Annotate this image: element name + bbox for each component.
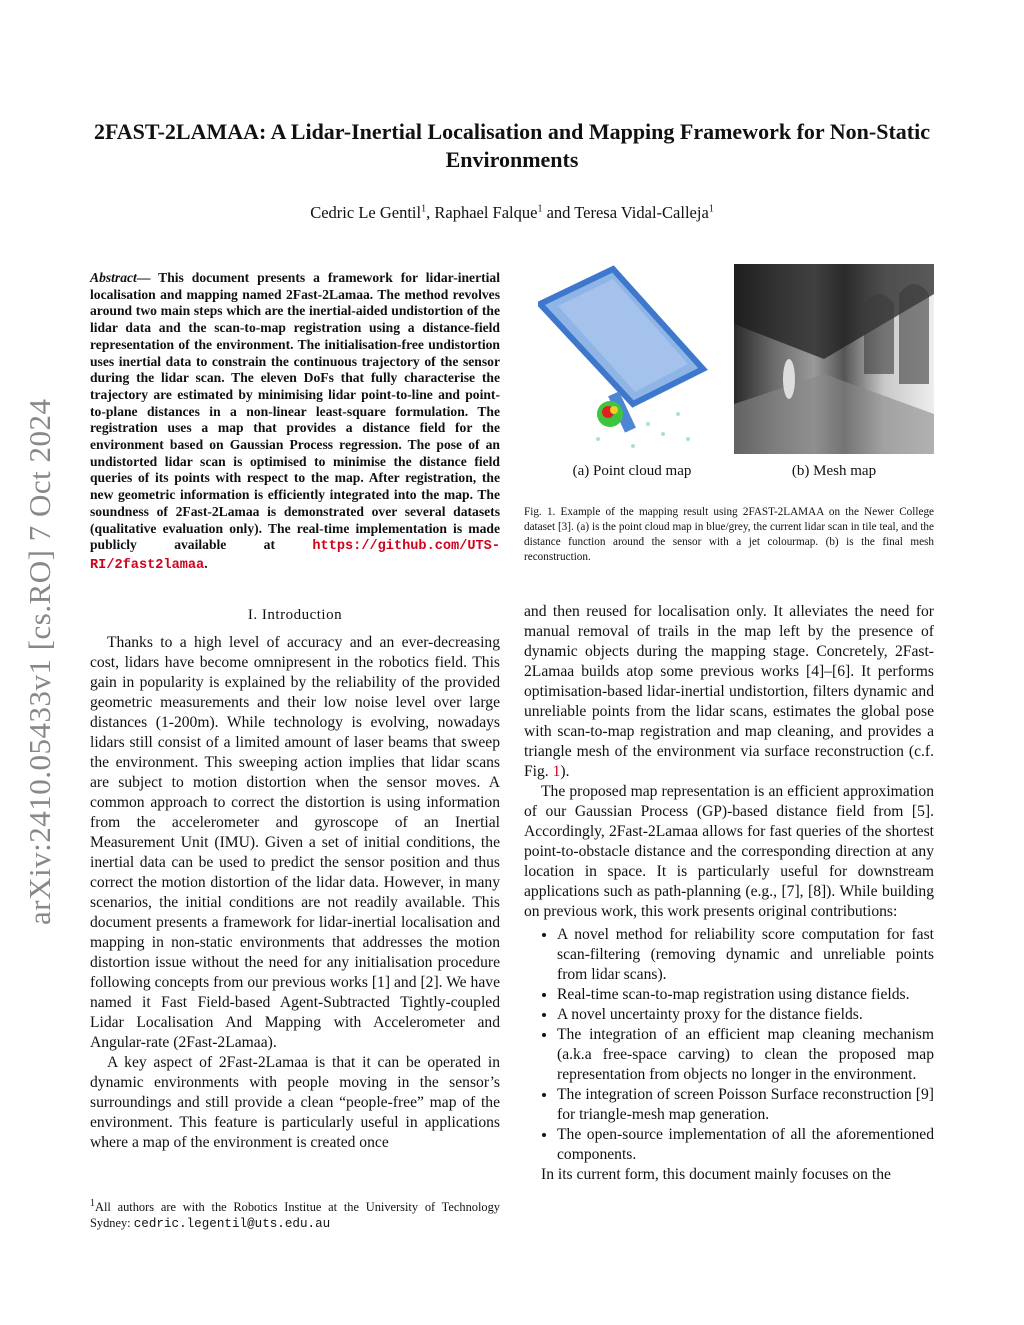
right-column — [524, 602, 934, 1185]
list-item: • The integration of screen Poisson Surface reconstruction [9] for triangle-mesh map generation. — [557, 1085, 934, 1125]
introduction-section — [90, 605, 500, 1153]
figure-caption: Fig. 1. Example of the mapping result using 2FAST-2LAMAA on the Newer College dataset [3]. (a) is the point cloud map in blue/grey, the current lidar scan in tile teal, and the distance function around the sensor with a jet colourmap. (b) is the final mesh reconstruction. — [524, 506, 934, 563]
point-cloud-map-image — [538, 264, 726, 454]
point-cloud-illustration — [538, 264, 726, 454]
abstract-dash: — — [136, 270, 159, 285]
list-item: • The integration of an efficient map cleaning mechanism (a.k.a free-space carving) to clean the proposed map representation from objects no longer in the environment. — [557, 1025, 934, 1085]
paragraph — [524, 602, 934, 782]
affiliation-mark: 1 — [421, 203, 427, 215]
contributions-list — [524, 925, 934, 1165]
subfigure-caption-b: (b) Mesh map — [791, 463, 877, 479]
list-item: • The open-source implementation of all the aforementioned components. — [557, 1125, 934, 1165]
arxiv-watermark: arXiv:2410.05433v1 [cs.RO] 7 Oct 2024 — [22, 398, 57, 925]
author-email: cedric.legentil@uts.edu.au — [133, 1217, 331, 1232]
text: and then reused for localisation only. It alleviates the need for manual removal of trails in the map left by the presence of dynamic objects during the mapping stage. Concretely, 2Fast-2Lamaa builds atop some previous works [4]–[6]. It performs optimisation-based lidar-inertial undistortion, filters dynamic and unreliable points from the lidar scans, estimates the global pose with scan-to-map registration and map cleaning, and provides a triangle mesh of the environment via surface reconstruction (c.f. Fig. — [524, 603, 934, 780]
paper-title: 2FAST-2LAMAA: A Lidar-Inertial Localisation and Mapping Framework for Non-Static Environments — [93, 119, 930, 172]
author: Raphael Falque — [434, 203, 538, 222]
author-list — [80, 203, 944, 223]
author: Teresa Vidal-Calleja — [574, 203, 709, 222]
mesh-illustration — [734, 264, 934, 454]
text: ). — [560, 763, 570, 780]
separator: , — [426, 203, 435, 222]
paragraph: In its current form, this document mainly focuses on the — [541, 1166, 891, 1183]
author: Cedric Le Gentil — [310, 203, 422, 222]
github-link[interactable]: https://github.com/UTS-RI/2fast2lamaa — [90, 539, 500, 573]
list-item: • Real-time scan-to-map registration using distance fields. — [557, 985, 934, 1005]
footnote — [90, 1196, 500, 1232]
paragraph: The proposed map representation is an efficient approximation of our Gaussian Process (GP)-based distance field from [5]. Accordingly, 2Fast-2Lamaa allows for fast queries of the shortest point-to-obstacle distance and the corresponding direction at any location in space. It is particularly useful for downstream applications such as path-planning (e.g., [7], [8]). While building on previous work, this work presents original contributions: — [524, 783, 934, 920]
footnote-text: All authors are with the Robotics Institue at the University of Technology Sydney: — [90, 1200, 500, 1231]
mesh-map-image — [734, 264, 934, 454]
affiliation-mark: 1 — [537, 203, 543, 215]
abstract-label: Abstract — [90, 270, 137, 285]
figure-reference-link[interactable]: 1 — [552, 763, 561, 780]
paragraph: A key aspect of 2Fast-2Lamaa is that it can be operated in dynamic environments with people moving in the sensor’s surroundings and still provide a clean “people-free” map of the environment. This feature is particularly useful in applications where a map of the environment is created once — [90, 1054, 500, 1151]
paragraph: Thanks to a high level of accuracy and an ever-decreasing cost, lidars have become omnipresent in the robotics field. This gain in popularity is explained by the reliability of the provided geometric measurements and their low noise level over large distances (1-200m). While technology is evolving, nowadays lidars still consist of a limited amount of laser beams that sweep the environment. This sweeping action implies that lidar scans are subject to motion distortion when the sensor moves. A common approach to correct the distortion is using information from the accelerometer and gyroscope of an Inertial Measurement Unit (IMU). Given a set of initial conditions, the inertial data can be used to predict the sensor position and thus correct the motion distortion of the lidar data. However, in many scenarios, the initial conditions are not readily available. This document presents a framework for lidar-inertial localisation and mapping in non-static environments that addresses the motion distortion issue without the need for any initialisation procedure following concepts from our previous works [1] and [2]. We have named it Fast Field-based Agent-Subtracted Tightly-coupled Lidar Localisation And Mapping with Accelerometer and Angular-rate (2Fast-2Lamaa). — [90, 634, 500, 1051]
abstract-text: This document presents a framework for lidar-inertial localisation and mapping named 2Fast-2Lamaa. The method revolves around two main steps which are the inertial-aided undistortion of the lidar data and the scan-to-map registration using a distance-field representation of the environment. The initialisation-free undistortion uses inertial data to constrain the continuous trajectory of the sensor during the lidar scan. The eleven DoFs that fully characterise the trajectory are estimated by minimising lidar point-to-line and point-to-plane distances in a non-linear least-square formulation. The registration uses a map that provides a distance field for the environment based on Gaussian Process regression. The pose of an undistorted lidar scan is optimised to minimise the distance field queries of its points with respect to the map. After registration, the new geometric information is efficiently integrated into the map. The soundness of 2Fast-2Lamaa is demonstrated over several datasets (qualitative evaluation only). The real-time implementation is made publicly available at — [90, 270, 501, 553]
abstract — [90, 270, 500, 575]
section-heading: I. Introduction — [247, 607, 343, 623]
subfigure-caption-a: (a) Point cloud map — [572, 463, 692, 479]
separator: and — [542, 203, 575, 222]
abstract-end: . — [204, 555, 208, 571]
footnote-mark: 1 — [90, 1198, 95, 1209]
list-item: • A novel method for reliability score computation for fast scan-filtering (removing dynamic and unreliable points from lidar scans). — [557, 925, 934, 985]
affiliation-mark: 1 — [708, 203, 714, 215]
list-item: • A novel uncertainty proxy for the distance fields. — [557, 1005, 934, 1025]
